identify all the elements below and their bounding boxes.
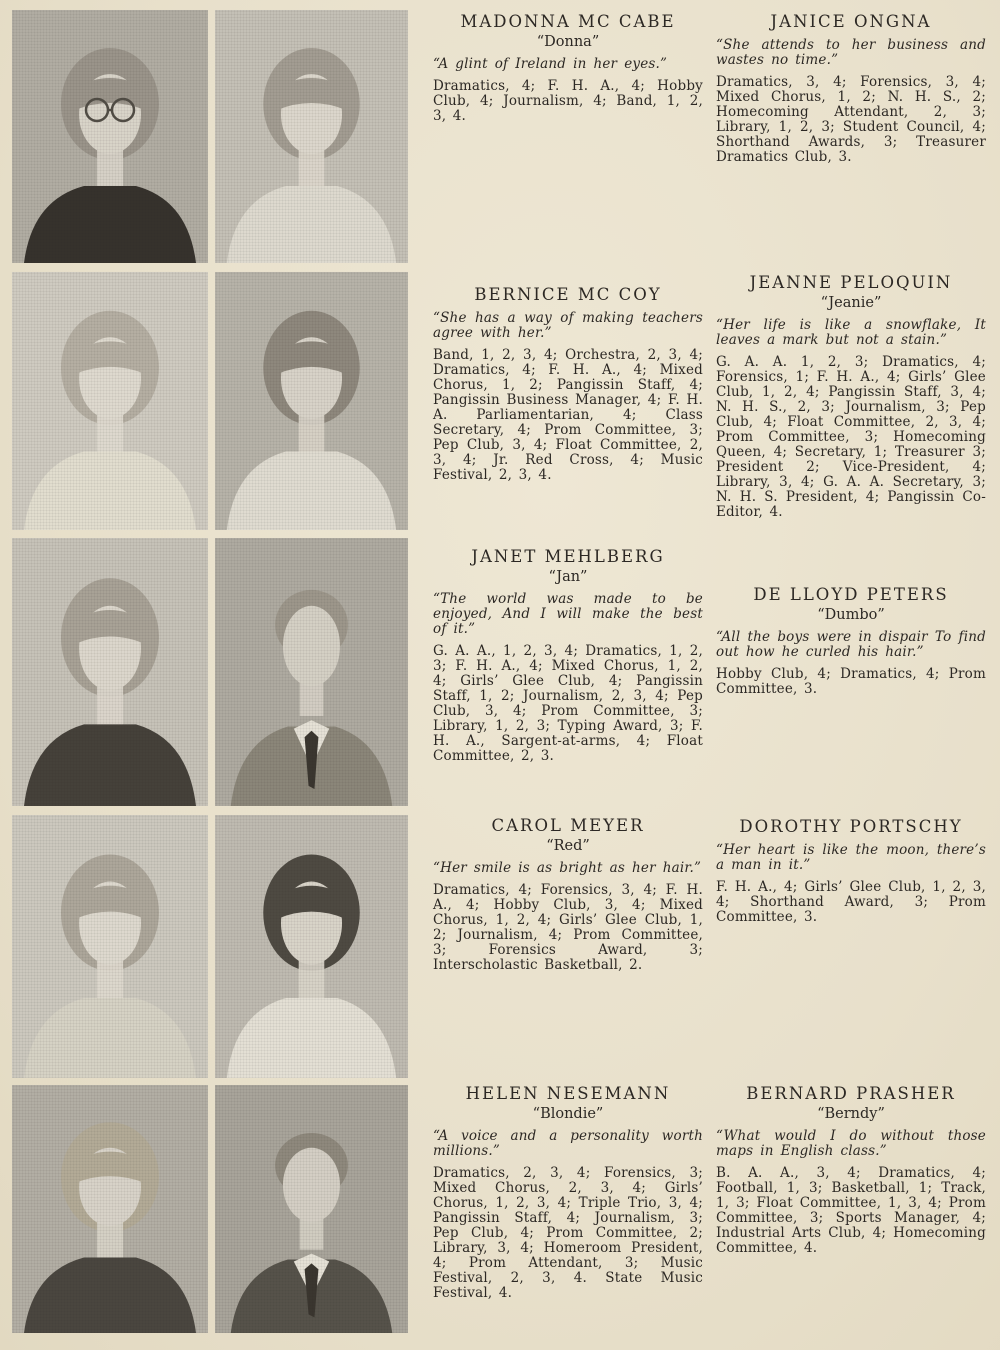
student-name: MADONNA MC CABE: [460, 12, 676, 31]
student-activities: F. H. A., 4; Girls’ Glee Club, 1, 2, 3, 4; Shorthand Award, 3; Prom Committee, 3.: [716, 879, 986, 925]
student-entry-janet-mehlberg: [433, 547, 703, 764]
student-activities: Dramatics, 3, 4; Forensics, 3, 4; Mixed Chorus, 1, 2; N. H. S., 2; Homecoming Attendant, 2, 3; Library, 1, 2, 3; Student Council, 4; Shorthand Awards, 3; Treasurer Dramatics Club, 3.: [716, 74, 986, 165]
student-name: DOROTHY PORTSCHY: [739, 817, 963, 836]
portrait-bust-illustration: [12, 272, 208, 530]
portrait-bust-illustration: [12, 1085, 208, 1333]
portrait-photo: [12, 1085, 208, 1333]
student-name: BERNICE MC COY: [474, 285, 662, 304]
student-activities: B. A. A., 3, 4; Dramatics, 4; Football, 1, 3; Basketball, 1; Track, 1, 3; Float Committee, 1, 3, 4; Prom Committee, 3; Sports Manager, 4; Industrial Arts Club, 4; Homecoming Committee, 4.: [716, 1165, 986, 1256]
student-activities: Hobby Club, 4; Dramatics, 4; Prom Committee, 3.: [716, 666, 986, 697]
portrait-photo: [215, 1085, 408, 1333]
student-nickname: “Jan”: [548, 569, 588, 585]
portrait-photo: [12, 272, 208, 530]
student-entry-bernice-mc-coy: [433, 285, 703, 483]
portrait-bust-illustration: [12, 10, 208, 263]
student-name: JEANNE PELOQUIN: [749, 273, 953, 292]
portrait-bust-illustration: [215, 1085, 408, 1333]
student-quote: “She attends to her business and wastes no time.”: [716, 37, 986, 68]
student-quote: “What would I do without those maps in English class.”: [716, 1128, 986, 1159]
student-nickname: “Berndy”: [817, 1106, 885, 1122]
student-quote: “A glint of Ireland in her eyes.”: [433, 56, 668, 72]
student-name: JANICE ONGNA: [770, 12, 932, 31]
student-quote: “Her smile is as bright as her hair.”: [433, 860, 702, 876]
student-activities: Dramatics, 4; F. H. A., 4; Hobby Club, 4; Journalism, 4; Band, 1, 2, 3, 4.: [433, 78, 703, 124]
student-quote: “She has a way of making teachers agree with her.”: [433, 310, 703, 341]
portrait-bust-illustration: [215, 272, 408, 530]
student-activities: Dramatics, 2, 3, 4; Forensics, 3; Mixed Chorus, 2, 3, 4; Girls’ Chorus, 1, 2, 3, 4; Triple Trio, 3, 4; Pangissin Staff, 4; Journalism, 3; Pep Club, 4; Prom Committee, 2; Library, 3, 4; Homeroom President, 4; Prom Attendant, 3; Music Festival, 2, 3, 4. State Music Festival, 4.: [433, 1165, 703, 1301]
portrait-photo: [12, 815, 208, 1078]
portrait-photo: [215, 272, 408, 530]
student-nickname: “Donna”: [536, 34, 600, 50]
portrait-bust-illustration: [215, 538, 408, 806]
student-entry-de-lloyd-peters: [716, 585, 986, 697]
student-quote: “All the boys were in dispair To find out how he curled his hair.”: [716, 629, 986, 660]
portrait-bust-illustration: [12, 815, 208, 1078]
student-nickname: “Red”: [546, 838, 590, 854]
student-nickname: “Dumbo”: [817, 607, 885, 623]
portrait-bust-illustration: [215, 815, 408, 1078]
portrait-photo: [215, 815, 408, 1078]
student-activities: Band, 1, 2, 3, 4; Orchestra, 2, 3, 4; Dramatics, 4; F. H. A., 4; Mixed Chorus, 1, 2; Pangissin Staff, 4; Pangissin Business Manager, 4; F. H. A. Parliamentarian, 4; Class Secretary, 4; Prom Committee, 3; Pep Club, 3, 4; Float Committee, 2, 3, 4; Jr. Red Cross, 4; Music Festival, 2, 3, 4.: [433, 347, 703, 483]
student-quote: “Her life is like a snowflake, It leaves a mark but not a stain.”: [716, 317, 986, 348]
student-nickname: “Blondie”: [532, 1106, 604, 1122]
student-name: DE LLOYD PETERS: [753, 585, 949, 604]
student-name: CAROL MEYER: [491, 816, 645, 835]
portrait-bust-illustration: [215, 10, 408, 263]
student-entry-bernard-prasher: [716, 1084, 986, 1256]
portrait-photo: [12, 10, 208, 263]
student-entry-dorothy-portschy: [716, 817, 986, 925]
student-entry-carol-meyer: [433, 816, 703, 973]
student-name: BERNARD PRASHER: [746, 1084, 956, 1103]
student-entry-helen-nesemann: [433, 1084, 703, 1301]
student-quote: “Her heart is like the moon, there’s a man in it.”: [716, 842, 986, 873]
student-nickname: “Jeanie”: [820, 295, 882, 311]
student-activities: G. A. A. 1, 2, 3; Dramatics, 4; Forensics, 1; F. H. A., 4; Girls’ Glee Club, 1, 2, 4; Pangissin Staff, 3, 4; N. H. S., 2, 3; Journalism, 3; Pep Club, 4; Float Committee, 2, 3, 4; Prom Committee, 3; Homecoming Queen, 4; Secretary, 1; Treasurer 3; President 2; Vice-President, 4; Library, 3, 4; G. A. A. Secretary, 3; N. H. S. President, 4; Pangissin Co-Editor, 4.: [716, 354, 986, 520]
student-entry-madonna-mc-cabe: [433, 12, 703, 124]
student-name: JANET MEHLBERG: [471, 547, 665, 566]
student-activities: Dramatics, 4; Forensics, 3, 4; F. H. A., 4; Hobby Club, 3, 4; Mixed Chorus, 1, 2, 4; Girls’ Glee Club, 1, 2; Journalism, 4; Prom Committee, 3; Forensics Award, 3; Interscholastic Basketball, 2.: [433, 882, 703, 973]
portrait-bust-illustration: [12, 538, 208, 806]
student-quote: “The world was made to be enjoyed, And I will make the best of it.”: [433, 591, 703, 637]
portrait-photo: [12, 538, 208, 806]
portrait-photo: [215, 10, 408, 263]
portrait-photo: [215, 538, 408, 806]
student-entry-janice-ongna: [716, 12, 986, 165]
student-name: HELEN NESEMANN: [465, 1084, 671, 1103]
student-activities: G. A. A., 1, 2, 3, 4; Dramatics, 1, 2, 3; F. H. A., 4; Mixed Chorus, 1, 2, 4; Girls’ Glee Club, 4; Pangissin Staff, 1, 2; Journalism, 2, 3, 4; Pep Club, 3, 4; Prom Committee, 3; Library, 1, 2, 3; Typing Award, 3; F. H. A., Sargent-at-arms, 4; Float Committee, 2, 3.: [433, 643, 703, 764]
student-quote: “A voice and a personality worth millions.”: [433, 1128, 703, 1159]
student-entry-jeanne-peloquin: [716, 273, 986, 520]
